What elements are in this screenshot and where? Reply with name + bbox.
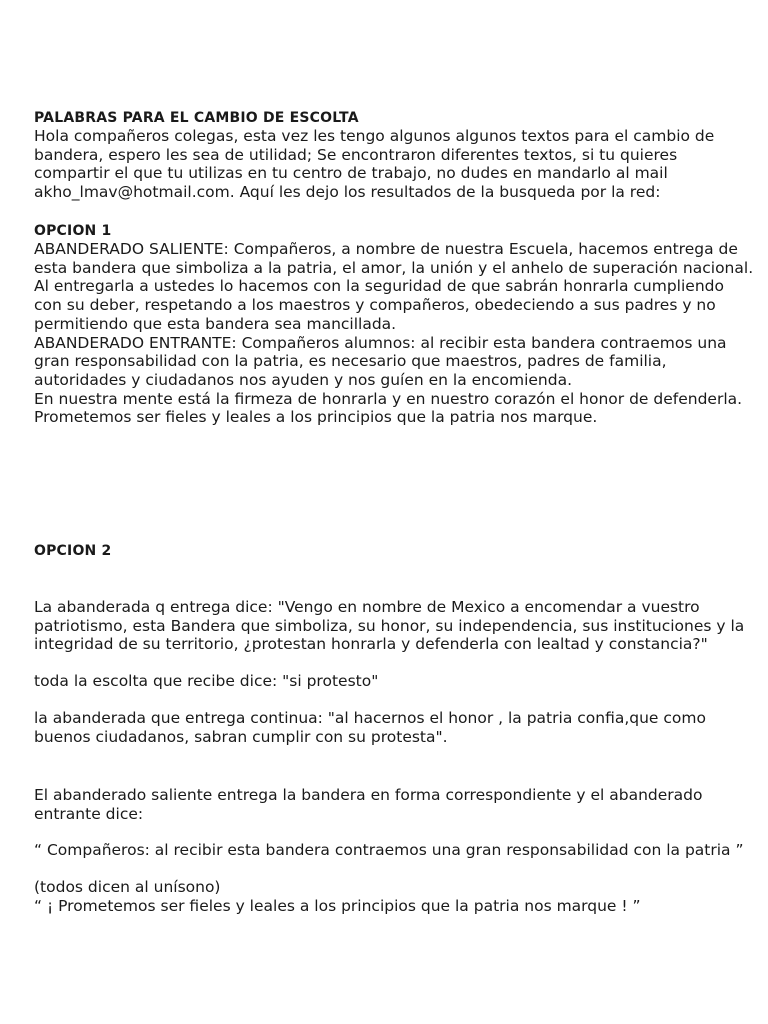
option-2-paragraph-2: toda la escolta que recibe dice: "si protesto" bbox=[34, 672, 379, 691]
option-2-paragraph-7: “ ¡ Prometemos ser fieles y leales a los principios que la patria nos marque ! ” bbox=[34, 896, 641, 915]
option-2-heading-wrap bbox=[34, 542, 756, 560]
option-2-paragraph-6: (todos dicen al unísono) bbox=[34, 878, 221, 897]
option-1-firmness-line: En nuestra mente está la firmeza de honrarla y en nuestro corazón el honor de defenderla. bbox=[34, 389, 743, 408]
option-2-paragraph-3: la abanderada que entrega continua: "al hacernos el honor , la patria confia,que como buenos ciudadanos, sabran cumplir con su protesta". bbox=[34, 708, 706, 746]
option-2-heading: OPCION 2 bbox=[34, 543, 112, 559]
option-1-section bbox=[34, 222, 756, 427]
option-1-promise-line: Prometemos ser fieles y leales a los principios que la patria nos marque. bbox=[34, 408, 598, 427]
option-2-section-b bbox=[34, 786, 756, 916]
intro-section bbox=[34, 109, 756, 202]
document-title: PALABRAS PARA EL CAMBIO DE ESCOLTA bbox=[34, 110, 359, 126]
option-2-paragraph-1: La abanderada q entrega dice: "Vengo en nombre de Mexico a encomendar a vuestro patriotismo, esta Bandera que simboliza, su honor, su independencia, sus instituciones y la integridad de su territorio, ¿protestan honrarla y defenderla con lealtad y constancia?" bbox=[34, 598, 745, 654]
option-2-section bbox=[34, 598, 756, 746]
option-1-incoming-paragraph: ABANDERADO ENTRANTE: Compañeros alumnos: al recibir esta bandera contraemos una gran responsabilidad con la patria, es necesario que maestros, padres de familia, autoridades y ciudadanos nos ayuden y nos guíen en la encomienda. bbox=[34, 333, 727, 389]
intro-paragraph: Hola compañeros colegas, esta vez les tengo algunos algunos textos para el cambio de bandera, espero les sea de utilidad; Se encontraron diferentes textos, si tu quieres compartir el que tu utilizas en tu centro de trabajo, no dudes en mandarlo al mail akho_lmav@hotmail.com. Aquí les dejo los resultados de la busqueda por la red: bbox=[34, 127, 715, 202]
option-2-paragraph-4: El abanderado saliente entrega la bandera en forma correspondiente y el abanderado entrante dice: bbox=[34, 786, 703, 823]
option-1-outgoing-paragraph: ABANDERADO SALIENTE: Compañeros, a nombre de nuestra Escuela, hacemos entrega de esta bandera que simboliza a la patria, el amor, la unión y el anhelo de superación nacional. Al entregarla a ustedes lo hacemos con la seguridad de que sabrán honrarla cumpliendo con su deber, respetando a los maestros y compañeros, obedeciendo a sus padres y no permitiendo que esta bandera sea mancillada. bbox=[34, 240, 754, 333]
option-2-paragraph-5: “ Compañeros: al recibir esta bandera contraemos una gran responsabilidad con la patria ” bbox=[34, 841, 744, 860]
option-1-heading: OPCION 1 bbox=[34, 223, 112, 239]
